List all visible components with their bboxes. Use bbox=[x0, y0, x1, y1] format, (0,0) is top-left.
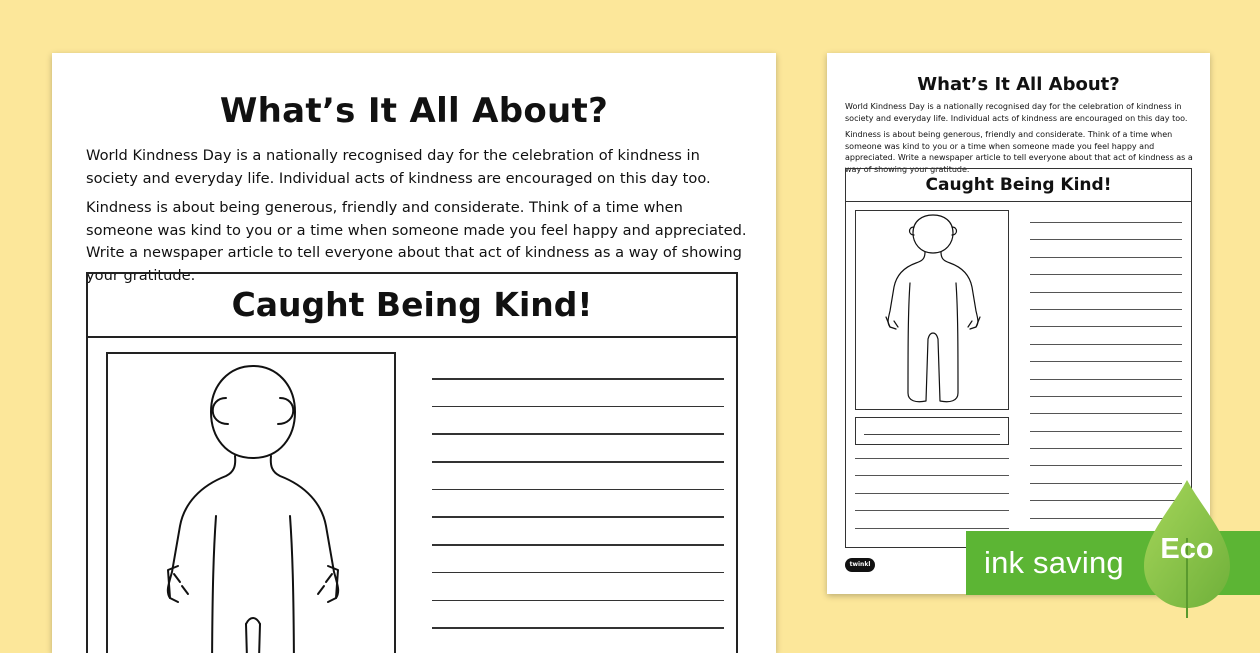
writing-line bbox=[855, 510, 1009, 511]
newspaper-article-box bbox=[86, 272, 738, 653]
person-outline-icon bbox=[856, 211, 1010, 411]
writing-line bbox=[1030, 326, 1182, 327]
writing-line bbox=[1030, 431, 1182, 432]
person-outline-icon bbox=[108, 354, 398, 653]
ink-saving-label: ink saving bbox=[984, 545, 1124, 580]
writing-line bbox=[432, 433, 724, 435]
writing-line bbox=[1030, 309, 1182, 310]
instructions-paragraph: Kindness is about being generous, friendly and considerate. Think of a time when someone was kind to you or a time when someone made you feel happy and appreciated. Write a newspaper article to tell everyone about that act of kindness as a way of showing your gratitude. bbox=[86, 199, 747, 284]
writing-line bbox=[1030, 274, 1182, 275]
article-heading: Caught Being Kind! bbox=[846, 169, 1191, 202]
writing-line bbox=[432, 572, 724, 574]
writing-line bbox=[855, 475, 1009, 476]
worksheet-title: What’s It All About? bbox=[917, 74, 1120, 95]
writing-line bbox=[1030, 448, 1182, 449]
writing-line bbox=[432, 461, 724, 463]
caption-box bbox=[855, 417, 1009, 445]
writing-line bbox=[432, 516, 724, 518]
writing-lines bbox=[432, 378, 724, 653]
writing-line bbox=[1030, 239, 1182, 240]
caption-line bbox=[864, 434, 1000, 435]
instructions-paragraph: Kindness is about being generous, friendly and considerate. Think of a time when someone was kind to you or a time when someone made you feel happy and appreciated. Write a newspaper article to tell everyone about that act of kindness as a way of showing your gratitude. bbox=[845, 130, 1193, 174]
writing-line bbox=[1030, 379, 1182, 380]
writing-line bbox=[1030, 222, 1182, 223]
writing-line bbox=[432, 378, 724, 380]
article-heading: Caught Being Kind! bbox=[88, 274, 736, 338]
writing-line bbox=[855, 528, 1009, 529]
eco-label: Eco bbox=[1160, 533, 1214, 565]
intro-paragraph: World Kindness Day is a nationally recognised day for the celebration of kindness in society and everyday life. Individual acts of kindness are encouraged on this day too. bbox=[86, 147, 711, 187]
person-picture-frame bbox=[106, 352, 396, 653]
writing-line bbox=[1030, 344, 1182, 345]
writing-line bbox=[432, 600, 724, 602]
worksheet-preview-large bbox=[52, 53, 776, 653]
writing-line bbox=[1030, 292, 1182, 293]
writing-line bbox=[855, 493, 1009, 494]
writing-line bbox=[1030, 413, 1182, 414]
intro-paragraph: World Kindness Day is a nationally recognised day for the celebration of kindness in society and everyday life. Individual acts of kindness are encouraged on this day too. bbox=[845, 102, 1188, 123]
writing-line bbox=[432, 406, 724, 408]
writing-line bbox=[1030, 257, 1182, 258]
writing-line bbox=[1030, 396, 1182, 397]
writing-line bbox=[1030, 361, 1182, 362]
writing-line bbox=[432, 627, 724, 629]
writing-line bbox=[432, 489, 724, 491]
eco-leaf-badge bbox=[1140, 478, 1234, 622]
person-picture-frame bbox=[855, 210, 1009, 410]
writing-line bbox=[1030, 465, 1182, 466]
writing-line bbox=[855, 458, 1009, 459]
twinkl-logo: twinkl bbox=[845, 558, 875, 572]
worksheet-title: What’s It All About? bbox=[219, 91, 609, 131]
writing-line bbox=[432, 544, 724, 546]
